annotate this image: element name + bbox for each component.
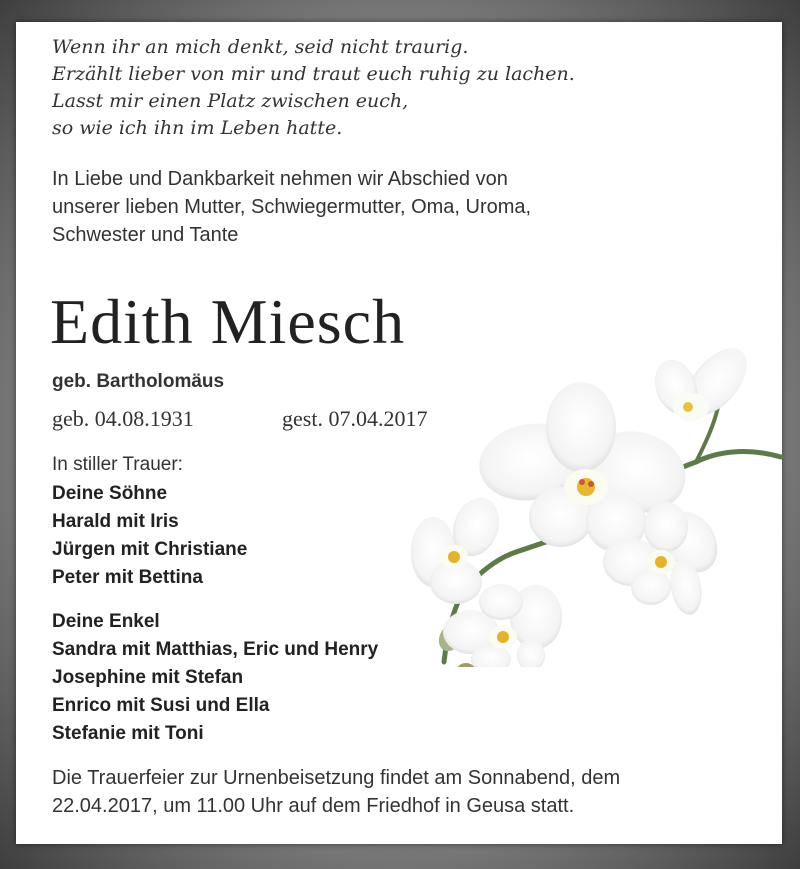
- mourners-label: In stiller Trauer:: [52, 454, 183, 475]
- list-item: Deine Söhne: [52, 483, 168, 504]
- life-dates: [52, 406, 428, 432]
- maiden-name: geb. Bartholomäus: [52, 371, 225, 392]
- list-item: Sandra mit Matthias, Eric und Henry: [52, 639, 379, 660]
- funeral-notice: [52, 764, 620, 820]
- intro-line: In Liebe und Dankbarkeit nehmen wir Abschied von: [52, 168, 508, 190]
- sons-list: [52, 480, 247, 592]
- poem-line: so wie ich ihn im Leben hatte.: [52, 117, 343, 139]
- intro-text: [52, 165, 531, 249]
- list-item: Deine Enkel: [52, 611, 160, 632]
- intro-line: unserer lieben Mutter, Schwiegermutter, Oma, Uroma,: [52, 196, 532, 218]
- list-item: Peter mit Bettina: [52, 567, 203, 588]
- death-date: gest. 07.04.2017: [282, 406, 428, 431]
- white-orchid-icon: [396, 337, 786, 667]
- list-item: Harald mit Iris: [52, 511, 179, 532]
- obituary-card: [16, 22, 782, 844]
- footer-line: 22.04.2017, um 11.00 Uhr auf dem Friedhof in Geusa statt.: [52, 795, 575, 817]
- list-item: Jürgen mit Christiane: [52, 539, 248, 560]
- poem-line: Lasst mir einen Platz zwischen euch,: [52, 90, 409, 112]
- intro-line: Schwester und Tante: [52, 224, 239, 246]
- deceased-name: Edith Miesch: [50, 286, 406, 357]
- list-item: Enrico mit Susi und Ella: [52, 695, 270, 716]
- list-item: Josephine mit Stefan: [52, 667, 244, 688]
- poem-line: Erzählt lieber von mir und traut euch ruhig zu lachen.: [52, 63, 575, 85]
- footer-line: Die Trauerfeier zur Urnenbeisetzung findet am Sonnabend, dem: [52, 767, 621, 789]
- birth-date: geb. 04.08.1931: [52, 406, 194, 431]
- grandchildren-list: [52, 608, 378, 748]
- poem: [52, 34, 575, 142]
- list-item: Stefanie mit Toni: [52, 723, 204, 744]
- poem-line: Wenn ihr an mich denkt, seid nicht traurig.: [52, 36, 469, 58]
